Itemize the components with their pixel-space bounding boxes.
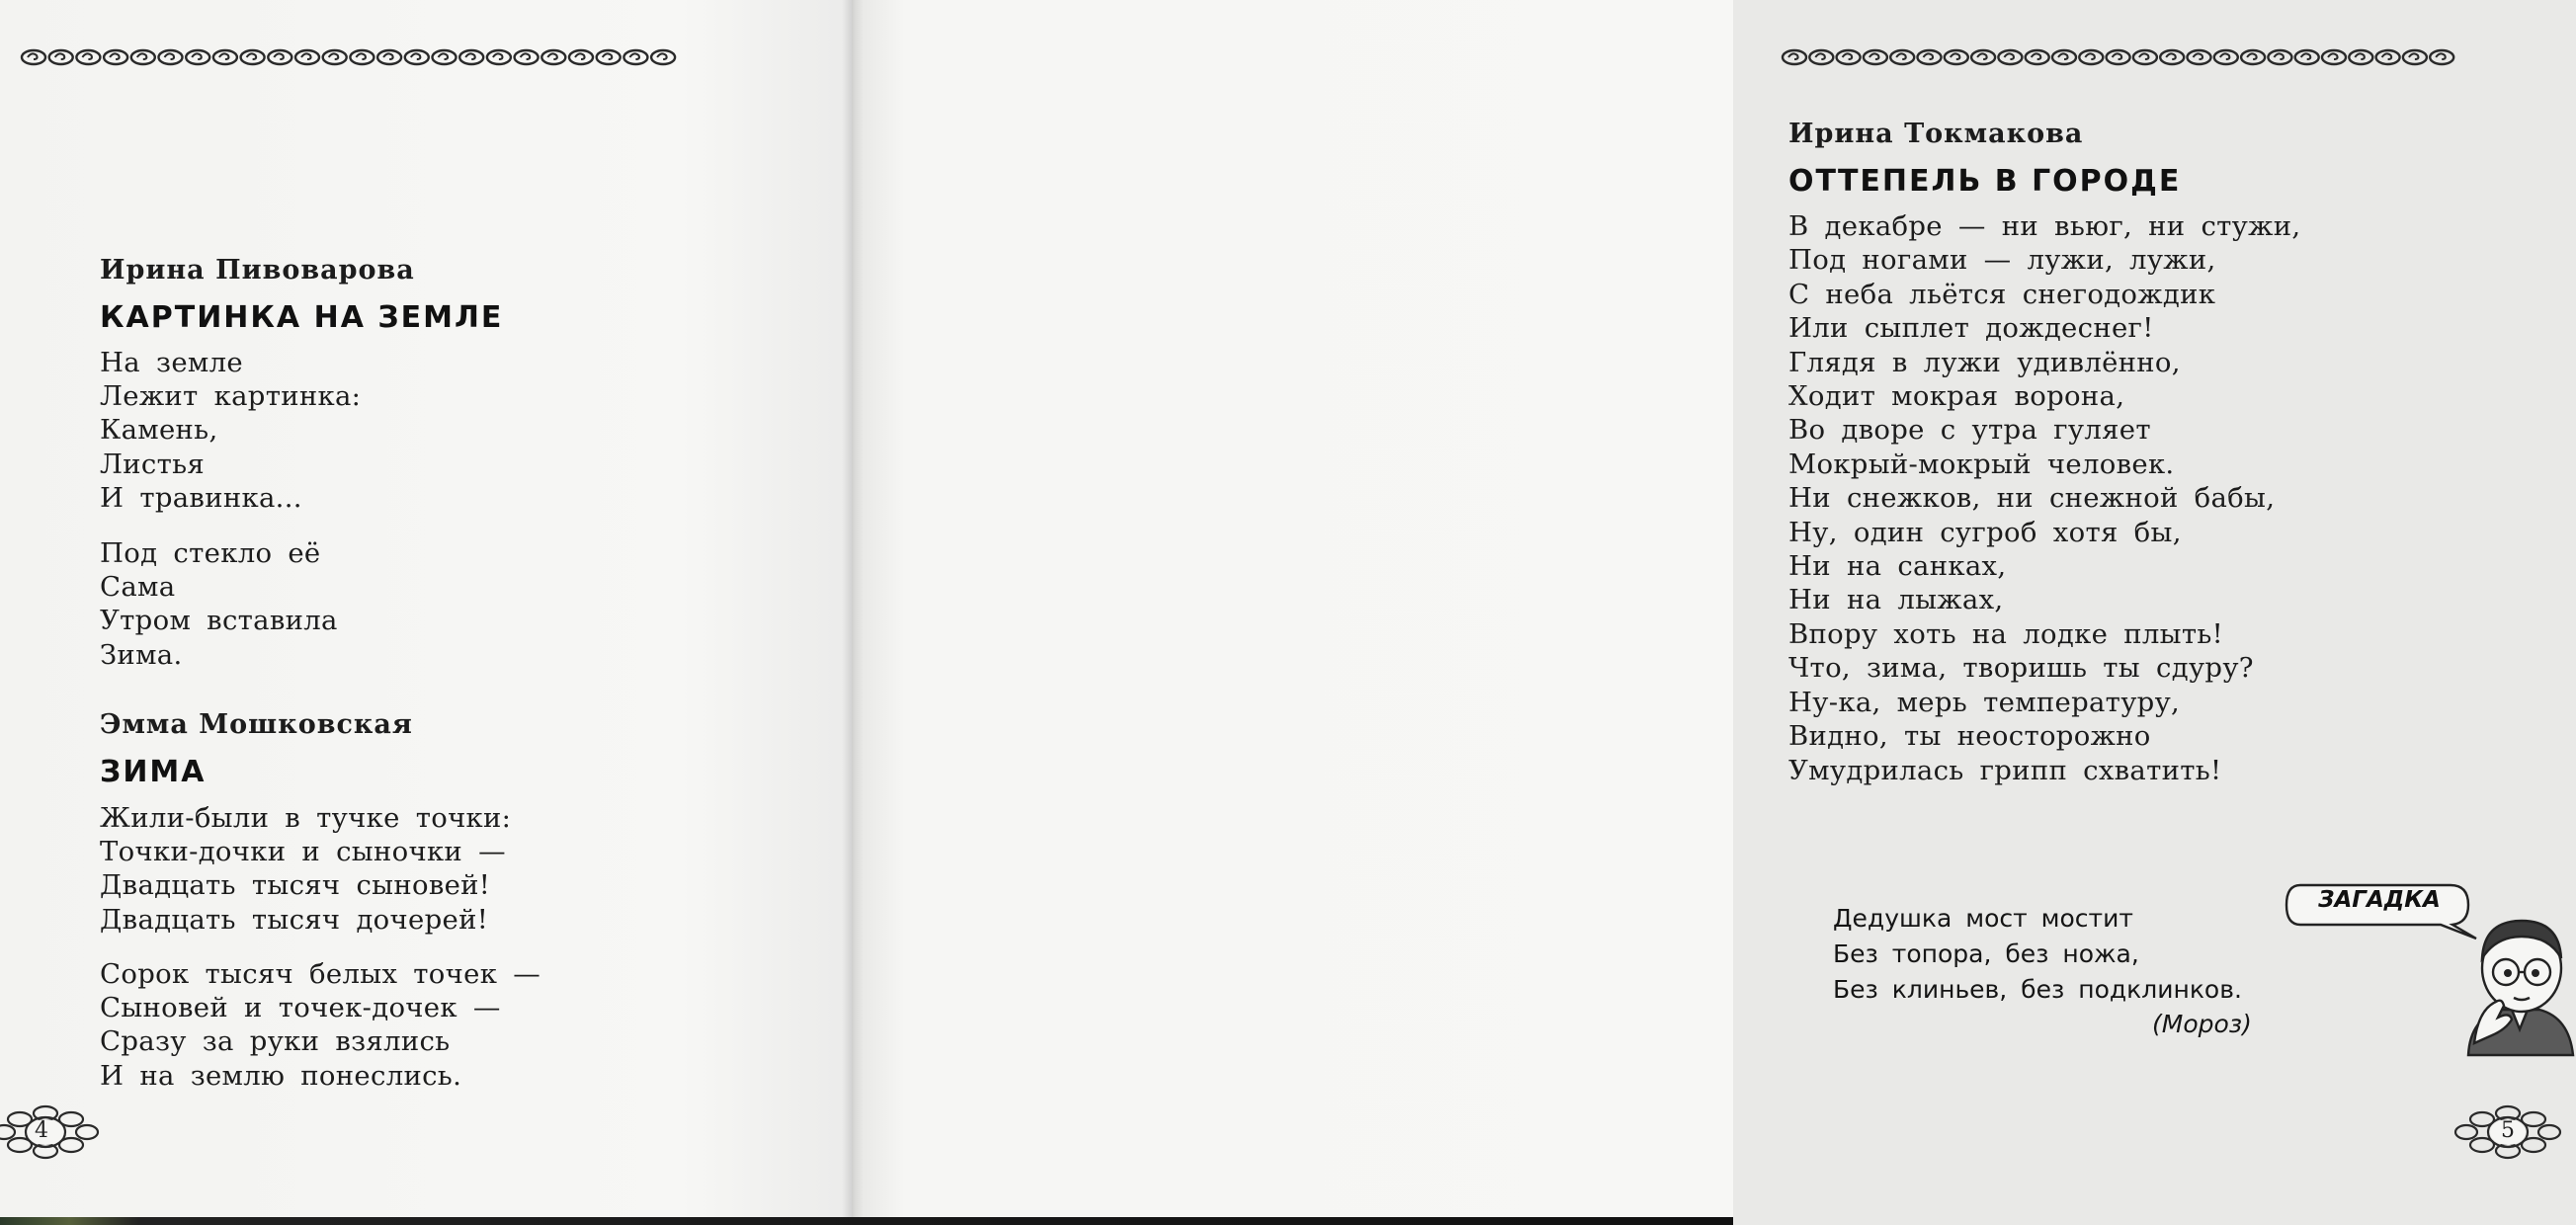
left-page: [0, 0, 852, 1217]
poem-line: Жили-были в тучке точки:: [100, 802, 512, 834]
poem-line: Глядя в лужи удивлённо,: [1788, 346, 2181, 378]
poem-line: Или сыплет дождеснег!: [1788, 312, 2154, 345]
poem-title: ОТТЕПЕЛЬ В ГОРОДЕ: [1788, 164, 2182, 199]
poem-line: Мокрый-мокрый человек.: [1788, 448, 2175, 480]
wave-scroll-border-icon: [22, 47, 694, 67]
poem-line: Ни на санках,: [1788, 550, 2007, 583]
poem-author: Ирина Пивоварова: [100, 255, 415, 286]
poem-line: Ну, один сугроб хотя бы,: [1788, 516, 2182, 548]
poem-line: Камень,: [100, 414, 218, 447]
poem-line: Утром вставила: [100, 605, 338, 637]
riddle-text: [1833, 901, 2242, 1008]
poem-line: Точки-дочки и сыночки —: [100, 836, 506, 868]
poem-line: На земле: [100, 347, 243, 378]
poem-line: С неба льётся снегодождик: [1788, 278, 2216, 310]
poem-stanza: [1788, 209, 2300, 787]
poem-author: Эмма Мошковская: [100, 709, 413, 740]
poem-title: ЗИМА: [100, 755, 207, 789]
poem-line: Что, зима, творишь ты сдуру?: [1788, 652, 2254, 685]
page-number-frame: [2452, 1102, 2563, 1162]
poem-line: Ни на лыжах,: [1788, 584, 2004, 616]
poem-line: Ну-ка, мерь температуру,: [1788, 686, 2181, 718]
poem-line: Впору хоть на лодке плыть!: [1788, 617, 2223, 650]
poem-line: Во дворе с утра гуляет: [1788, 414, 2151, 447]
right-page: [852, 0, 2515, 1217]
poem-line: Ни снежков, ни снежной бабы,: [1788, 482, 2276, 515]
poem-line: И на землю понеслись.: [100, 1059, 462, 1092]
bottom-edge: [0, 1217, 1733, 1225]
poem-line: Зима.: [100, 638, 183, 671]
poem-author: Ирина Токмакова: [1788, 119, 2084, 149]
poem-stanza: [100, 957, 540, 1093]
page-number-frame: [0, 1102, 101, 1162]
poem-line: Двадцать тысяч дочерей!: [100, 903, 489, 936]
poem-line: Сразу за руки взялись: [100, 1025, 451, 1058]
poem-line: В декабре — ни вьюг, ни стужи,: [1788, 210, 2301, 242]
poem-line: Под ногами — лужи, лужи,: [1788, 244, 2216, 277]
riddle-label: ЗАГАДКА: [2318, 887, 2441, 913]
poem-line: Умудрилась грипп схватить!: [1788, 754, 2222, 786]
book-spine-shadow: [842, 0, 864, 1217]
poem-line: Видно, ты неосторожно: [1788, 720, 2151, 753]
poem-stanza: [100, 801, 511, 937]
page-number: 4: [35, 1118, 48, 1143]
page-number: 5: [2501, 1118, 2515, 1143]
riddle-line: Дедушка мост мостит: [1833, 904, 2133, 933]
thinking-boy-icon: [2462, 907, 2576, 1055]
poem-line: Лежит картинка:: [100, 380, 362, 413]
riddle-line: Без клиньев, без подклинков.: [1833, 975, 2242, 1004]
poem-line: Под стекло её: [100, 537, 321, 569]
poem-line: Сама: [100, 571, 176, 604]
poem-line: Ходит мокрая ворона,: [1788, 380, 2125, 413]
poem-line: Листья: [100, 448, 206, 480]
poem-line: Сыновей и точек-дочек —: [100, 992, 501, 1024]
riddle-line: Без топора, без ножа,: [1833, 939, 2139, 968]
poem-title: КАРТИНКА НА ЗЕМЛЕ: [100, 300, 504, 335]
poem-line: Сорок тысяч белых точек —: [100, 958, 541, 990]
poem-line: И травинка...: [100, 481, 302, 514]
poem-stanza: [100, 536, 338, 672]
poem-line: Двадцать тысяч сыновей!: [100, 869, 491, 902]
riddle-answer: (Мороз): [2152, 1010, 2252, 1038]
poem-stanza: [100, 346, 361, 515]
wave-scroll-border-icon: [1783, 47, 2464, 67]
